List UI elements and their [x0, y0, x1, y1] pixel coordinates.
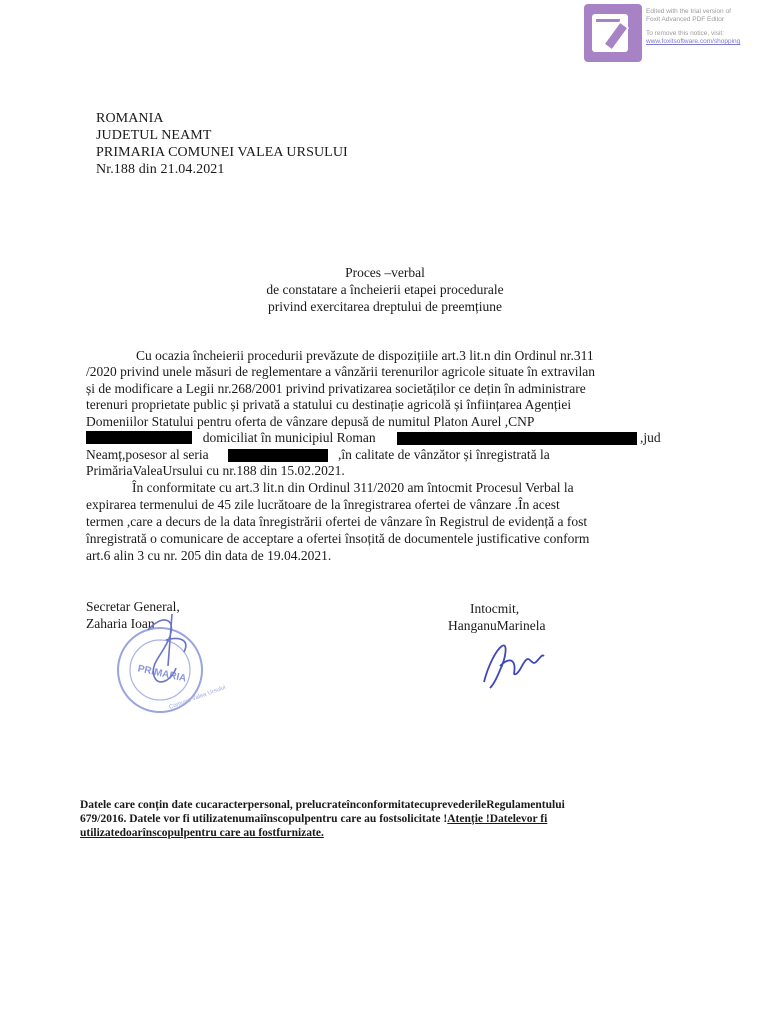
author-name: HanganuMarinela — [448, 618, 546, 633]
disclaimer-line2 — [80, 812, 700, 826]
body-line: /2020 privind unele măsuri de reglementare a vânzării terenurilor agricole situate în extravilan — [86, 364, 596, 379]
foxit-watermark — [584, 4, 764, 62]
watermark-line1: Edited with the trial version of — [646, 8, 731, 15]
secretary-title: Secretar General, — [86, 599, 180, 614]
disclaimer-line2-text: 679/2016. Datele vor fi utilizatenumaiînscopulpentru care au fostsolicitate ! — [80, 813, 448, 825]
gdpr-disclaimer — [80, 798, 700, 840]
watermark-line3: To remove this notice, visit: — [646, 30, 725, 37]
title-line3: privind exercitarea dreptului de preemțiune — [268, 299, 502, 314]
document-title — [200, 264, 570, 315]
signature-block-author — [448, 600, 545, 634]
body-text-domicile: domiciliat în municipiul Roman — [202, 430, 376, 445]
watermark-link[interactable]: www.foxitsoftware.com/shopping — [646, 38, 741, 45]
body-text-seller: ,în calitate de vânzător și înregistrată la — [338, 447, 550, 462]
body-line: În conformitate cu art.3 lit.n din Ordinul 311/2020 am întocmit Procesul Verbal la — [132, 480, 574, 495]
header-county: JUDETUL NEAMT — [96, 128, 212, 143]
header-institution: PRIMARIA COMUNEI VALEA URSULUI — [96, 145, 348, 160]
redaction-id-series — [228, 449, 328, 462]
disclaimer-line1: Datele care conțin date cucaracterpersonal, prelucrateînconformitatecuprevederileRegulamentului — [80, 799, 565, 811]
body-text-id-series: Neamț,posesor al seria — [86, 447, 209, 462]
title-line2: de constatare a încheierii etapei procedurale — [266, 282, 504, 297]
body-line: Domeniilor Statului pentru oferta de vânzare depusă de numitul Platon Aurel ,CNP — [86, 414, 535, 429]
watermark-line2: Foxit Advanced PDF Editor — [646, 16, 725, 23]
stamp-text: PRIMARIA — [136, 663, 188, 685]
document-header — [96, 110, 348, 178]
body-line: PrimăriaValeaUrsului cu nr.188 din 15.02.2021. — [86, 463, 345, 478]
author-title: Intocmit, — [470, 601, 520, 616]
secretary-name: Zaharia Ioan — [86, 616, 155, 631]
redaction-address — [397, 432, 637, 445]
disclaimer-warning: Atenție !Datelevor fi — [447, 813, 548, 825]
redaction-cnp — [86, 431, 192, 444]
body-line: expirarea termenului de 45 zile lucrătoare de la înregistrarea ofertei de vânzare .În acest — [86, 497, 560, 512]
body-line: termen ,care a decurs de la data înregistrării ofertei de vânzare în Registrul de evidență a fost — [86, 514, 588, 529]
body-line: terenuri proprietate public și privată a statului cu destinație agricolă și înființarea Agenției — [86, 397, 572, 412]
header-country: ROMANIA — [96, 111, 164, 126]
body-line: Cu ocazia încheierii procedurii prevăzute de dispozițiile art.3 lit.n din Ordinul nr.311 — [136, 348, 594, 363]
official-stamp — [110, 610, 227, 725]
handwritten-signature — [478, 636, 548, 697]
stamp-ring-text: Comuna Valea Ursului — [168, 684, 227, 711]
body-text-county: ,jud — [640, 430, 661, 445]
disclaimer-line3: utilizatedoarînscopulpentru care au fostfurnizate. — [80, 827, 324, 839]
body-line: art.6 alin 3 cu nr. 205 din data de 19.04.2021. — [86, 548, 332, 563]
header-registration-number: Nr.188 din 21.04.2021 — [96, 162, 225, 177]
title-line1: Proces –verbal — [345, 265, 425, 280]
body-line-redacted — [86, 430, 376, 447]
body-line: înregistrată o comunicare de acceptare a ofertei însoțită de documentele justificative conform — [86, 531, 590, 546]
body-line: și de modificare a Legii nr.268/2001 privind privatizarea societăților ce dețin în administrare — [86, 381, 586, 396]
pen-edit-icon — [584, 4, 642, 62]
